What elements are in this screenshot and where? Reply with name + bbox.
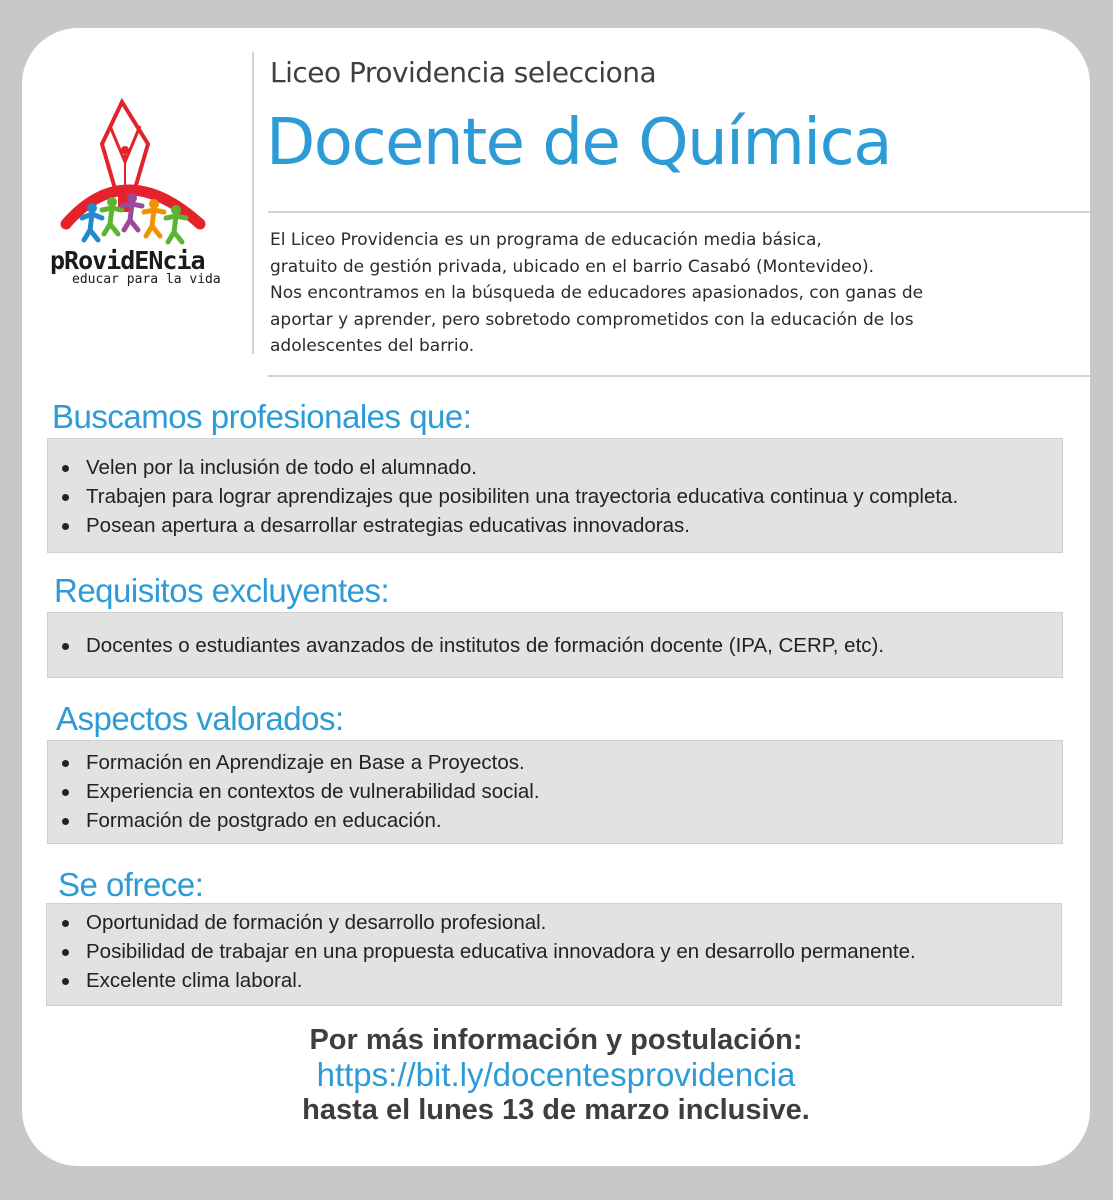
section-title-buscamos: Buscamos profesionales que: <box>52 398 472 435</box>
intro-line: adolescentes del barrio. <box>270 336 475 356</box>
list-item: Excelente clima laboral. <box>62 966 1061 995</box>
header-divider-bottom <box>268 375 1090 377</box>
footer-info-line: Por más información y postulación: <box>309 1024 803 1056</box>
list-item: Velen por la inclusión de todo el alumnado. <box>62 453 1062 482</box>
section-box-requisitos <box>47 612 1063 678</box>
section-title-requisitos: Requisitos excluyentes: <box>54 572 390 609</box>
section-box-aspectos <box>47 740 1063 844</box>
job-title: Docente de Química <box>266 106 891 180</box>
list-item: Posibilidad de trabajar en una propuesta educativa innovadora y en desarrollo permanente. <box>62 937 1061 966</box>
section-box-buscamos <box>47 438 1063 553</box>
footer-url-link[interactable]: https://bit.ly/docentesprovidencia <box>316 1056 796 1093</box>
list-buscamos <box>48 439 1062 540</box>
list-aspectos <box>48 741 1062 835</box>
logo-emblem-icon <box>50 98 240 258</box>
providencia-logo <box>50 98 240 298</box>
header-divider-vertical <box>252 52 254 354</box>
list-item: Formación de postgrado en educación. <box>62 806 1062 835</box>
list-item: Experiencia en contextos de vulnerabilidad social. <box>62 777 1062 806</box>
org-line: Liceo Providencia selecciona <box>270 56 657 89</box>
list-item: Formación en Aprendizaje en Base a Proyectos. <box>62 748 1062 777</box>
intro-paragraph <box>270 227 1070 360</box>
list-requisitos <box>48 613 1062 660</box>
section-box-ofrece <box>46 903 1062 1006</box>
section-title-aspectos: Aspectos valorados: <box>56 700 344 737</box>
intro-line: Nos encontramos en la búsqueda de educadores apasionados, con ganas de <box>270 283 924 303</box>
logo-tagline: educar para la vida <box>72 272 221 287</box>
section-title-ofrece: Se ofrece: <box>58 866 204 903</box>
intro-line: aportar y aprender, pero sobretodo comprometidos con la educación de los <box>270 309 914 330</box>
intro-line: gratuito de gestión privada, ubicado en el barrio Casabó (Montevideo). <box>270 256 875 277</box>
list-item: Trabajen para lograr aprendizajes que posibiliten una trayectoria educativa continua y completa. <box>62 482 1062 511</box>
header-divider-top <box>268 211 1090 213</box>
logo-wordmark: pRovidENcia <box>50 246 205 275</box>
list-item: Docentes o estudiantes avanzados de institutos de formación docente (IPA, CERP, etc). <box>62 631 1062 660</box>
list-ofrece <box>47 904 1061 995</box>
list-item: Posean apertura a desarrollar estrategias educativas innovadoras. <box>62 511 1062 540</box>
footer-deadline: hasta el lunes 13 de marzo inclusive. <box>302 1094 810 1126</box>
list-item: Oportunidad de formación y desarrollo profesional. <box>62 908 1061 937</box>
intro-line: El Liceo Providencia es un programa de educación media básica, <box>270 230 822 250</box>
